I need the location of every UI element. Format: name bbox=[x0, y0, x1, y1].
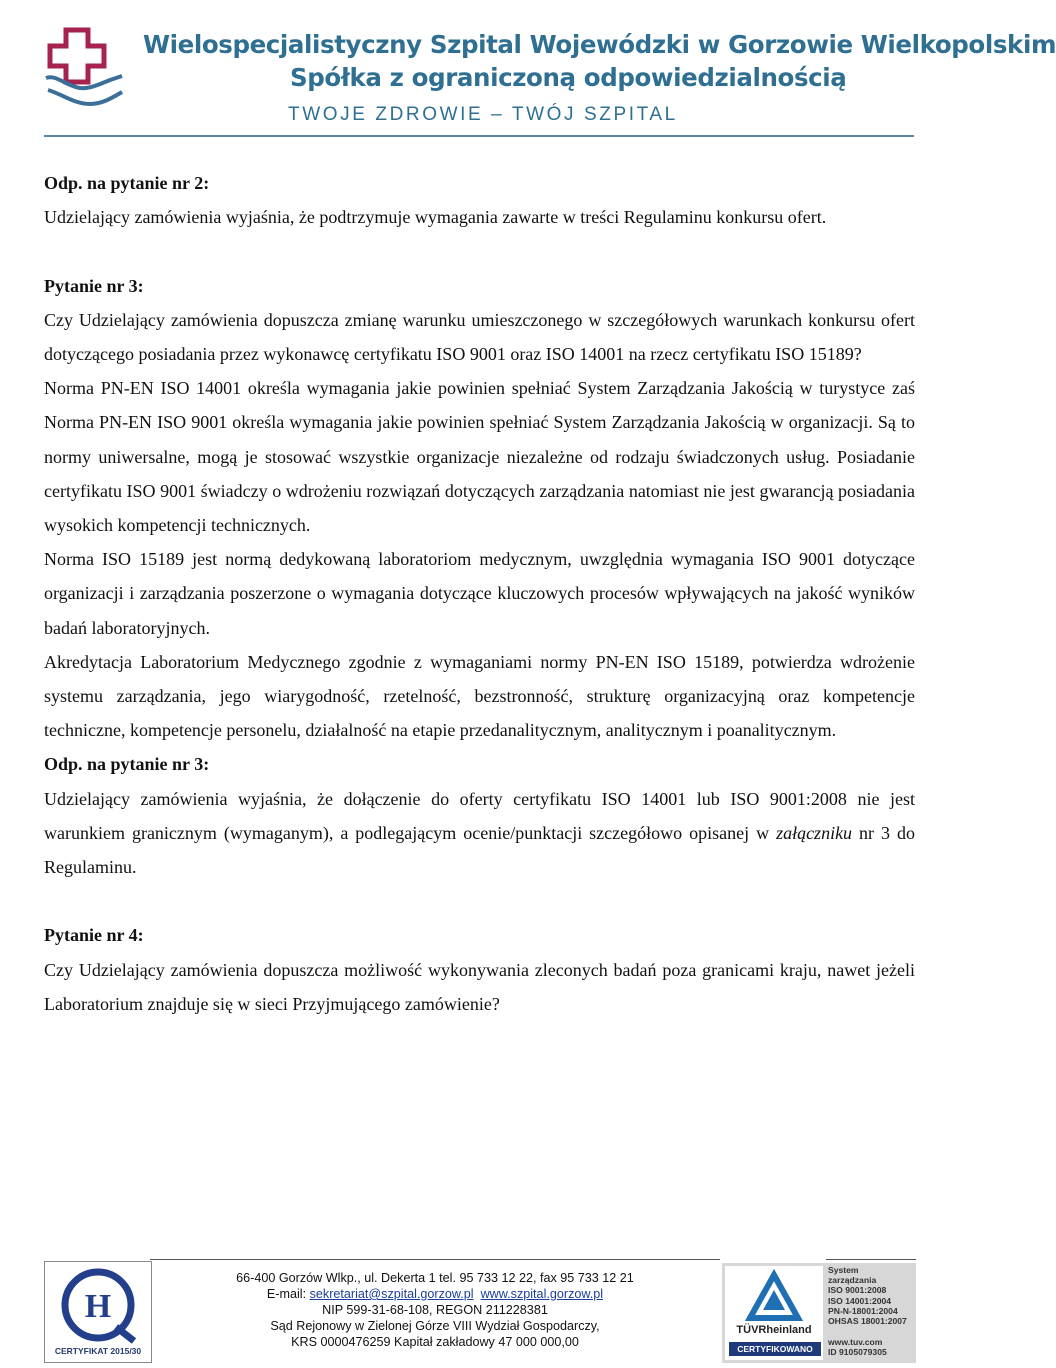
hospital-name: Wielospecjalistyczny Szpital Wojewódzki w Gorzowie Wielkopolskim bbox=[143, 30, 1056, 59]
answer-3-heading: Odp. na pytanie nr 3: bbox=[44, 754, 210, 775]
hospital-cross-hand-icon bbox=[44, 28, 126, 110]
header-divider bbox=[44, 135, 914, 137]
footer-court: Sąd Rejonowy w Zielonej Górze VIII Wydział Gospodarczy, bbox=[270, 1319, 600, 1333]
answer-2-text: Udzielający zamówienia wyjaśnia, że podtrzymuje wymagania zawarte w treści Regulaminu konkursu ofert. bbox=[44, 207, 827, 228]
footer-divider bbox=[150, 1259, 720, 1260]
system-line: PN-N-18001:2004 bbox=[828, 1305, 898, 1316]
tuv-id: ID 9105079305 bbox=[828, 1347, 887, 1358]
quality-certificate-caption: CERTYFIKAT 2015/30 bbox=[54, 1346, 142, 1356]
tuv-triangle-icon bbox=[747, 1272, 801, 1322]
system-line: zarządzania bbox=[828, 1275, 877, 1286]
footer-divider-right bbox=[826, 1259, 916, 1260]
answer-3-text-part-b: nr 3 do Regulaminu. bbox=[44, 822, 915, 878]
answer-3-text bbox=[44, 782, 915, 885]
question-4-text: Czy Udzielający zamówienia dopuszcza możliwość wykonywania zleconych badań poza granicami kraju, nawet jeżeli Laboratorium znajduje się w sieci Przyjmującego zamówienie? bbox=[44, 959, 915, 1014]
answer-2-heading: Odp. na pytanie nr 2: bbox=[44, 173, 210, 193]
system-line: OHSAS 18001:2007 bbox=[828, 1316, 907, 1327]
footer-address: 66-400 Gorzów Wlkp., ul. Dekerta 1 tel. 95 733 12 22, fax 95 733 12 21 bbox=[236, 1271, 634, 1285]
tuv-logo-box bbox=[725, 1266, 823, 1360]
website-link[interactable]: www.szpital.gorzow.pl bbox=[480, 1287, 604, 1301]
system-line: ISO 9001:2008 bbox=[828, 1285, 887, 1296]
question-3-paragraph-1: Norma PN-EN ISO 14001 określa wymagania jakie powinien spełniać System Zarządzania Jakością w turystyce zaś Norma PN-EN ISO 9001 określa wymagania jakie powinien spełniać System Zarządzania Jakością w organizacji. Są to normy uniwersalne, mogą je stosować wszystkie organizacje niezależne od rodzaju świadczonych usług. Posiadanie certyfikatu ISO 9001 świadczy o wdrożeniu rozwiązań dotyczących zarządzania natomiast nie jest gwarancją posiadania wysokich kompetencji technicznych. bbox=[44, 378, 915, 536]
footer-email-line bbox=[150, 1286, 720, 1302]
svg-text:H: H bbox=[84, 1288, 112, 1325]
tuv-certified-label: CERTYFIKOWANO bbox=[729, 1342, 821, 1356]
quality-certificate-badge bbox=[44, 1261, 152, 1363]
question-4-heading: Pytanie nr 4: bbox=[44, 925, 144, 946]
question-3-paragraph-3: Akredytacja Laboratorium Medycznego zgodnie z wymaganiami normy PN-EN ISO 15189, potwierdza wdrożenie systemu zarządzania, jego wiarygodność, rzetelność, bezstronność, strukturę organizacyjną oraz kompetencje techniczne, kompetencje personelu, działalność na etapie przedanalitycznym, analitycznym i poanalitycznym. bbox=[44, 651, 915, 741]
quality-award-hq-icon bbox=[56, 1267, 140, 1345]
question-3-heading: Pytanie nr 3: bbox=[44, 275, 144, 296]
system-line: System bbox=[828, 1265, 859, 1275]
tuv-certificate-badge bbox=[722, 1263, 916, 1363]
footer-email-label: E-mail: bbox=[266, 1287, 310, 1301]
letterhead bbox=[0, 0, 1056, 150]
system-line: ISO 14001:2004 bbox=[828, 1295, 892, 1306]
footer-contact bbox=[150, 1270, 720, 1350]
company-type: Spółka z ograniczoną odpowiedzialnością bbox=[290, 63, 847, 92]
question-3-paragraph-2: Norma ISO 15189 jest normą dedykowaną laboratoriom medycznym, uwzględnia wymagania ISO 9001 dotyczące organizacji i zarządzania poszerzone o wymagania dotyczące kluczowych procesów wpływających na jakość wyników badań laboratoryjnych. bbox=[44, 549, 915, 638]
footer-krs: KRS 0000476259 Kapitał zakładowy 47 000 000,00 bbox=[291, 1335, 579, 1349]
footer-nip-regon: NIP 599-31-68-108, REGON 211228381 bbox=[322, 1303, 548, 1317]
document-body bbox=[44, 166, 915, 1021]
email-link[interactable]: sekretariat@szpital.gorzow.pl bbox=[309, 1287, 474, 1301]
spacer bbox=[44, 234, 915, 268]
answer-3-text-part-a: Udzielający zamówienia wyjaśnia, że dołączenie do oferty certyfikatu ISO 14001 lub ISO 9001:2008 nie jest warunkiem granicznym (wymaganym), a podlegającym ocenie/punktacji szczegółowo opisanej w bbox=[44, 788, 915, 843]
management-systems-list bbox=[828, 1265, 916, 1326]
spacer bbox=[44, 884, 915, 918]
tuv-url: www.tuv.com bbox=[828, 1337, 883, 1347]
tuv-brand-name: TÜVRheinland bbox=[736, 1324, 812, 1336]
question-3-text: Czy Udzielający zamówienia dopuszcza zmianę warunku umieszczonego w szczegółowych warunkach konkursu ofert dotyczącego posiadania przez wykonawcę certyfikatu ISO 9001 oraz ISO 14001 na rzecz certyfikatu ISO 15189? bbox=[44, 309, 915, 364]
answer-3-text-italic: załączniku bbox=[776, 822, 853, 843]
hospital-slogan: TWOJE ZDROWIE – TWÓJ SZPITAL bbox=[288, 104, 678, 125]
tuv-contact bbox=[828, 1337, 916, 1357]
